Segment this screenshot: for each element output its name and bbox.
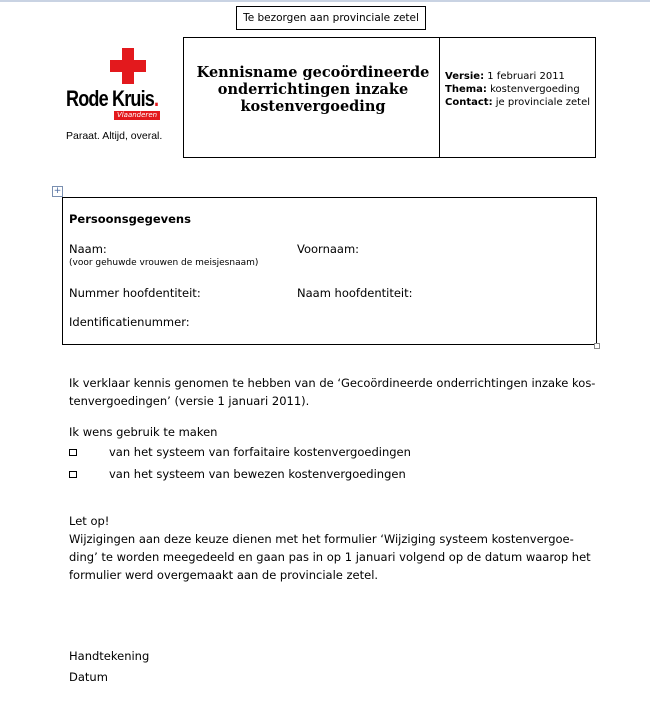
name-field-label[interactable]: Naam:: [69, 242, 107, 256]
delivery-stamp: Te bezorgen aan provinciale zetel: [236, 6, 426, 30]
red-cross-logo: [64, 44, 174, 144]
table-resize-handle[interactable]: [594, 343, 600, 349]
version-row: Versie: 1 februari 2011: [445, 71, 565, 82]
firstname-field-label[interactable]: Voornaam:: [297, 242, 360, 256]
main-entity-name-label[interactable]: Naam hoofdentiteit:: [297, 286, 413, 300]
header-divider: [439, 38, 440, 157]
logo-brand: Rode Kruis.: [66, 86, 159, 111]
option-bewezen-label: van het systeem van bewezen kostenvergoedingen: [109, 467, 406, 481]
option-forfaitair-label: van het systeem van forfaitaire kostenvergoedingen: [109, 445, 411, 459]
name-field-note: (voor gehuwde vrouwen de meisjesnaam): [69, 258, 259, 268]
notice-paragraph: Wijzigingen aan deze keuze dienen met het formulier ‘Wijziging systeem kostenvergoe- ding’ te worden meegedeeld en gaan pas in op 1 januari volgend op de datum waarop het formulier werd overgemaakt aan de provinciale zetel.: [69, 532, 591, 582]
theme-row: Thema: kostenvergoeding: [445, 84, 580, 95]
document-title: Kennisname gecoördineerde onderrichtingen inzake kostenvergoeding: [196, 64, 430, 115]
personal-data-title: Persoonsgegevens: [69, 212, 191, 226]
main-entity-number-label[interactable]: Nummer hoofdentiteit:: [69, 286, 201, 300]
contact-row: Contact: je provinciale zetel: [445, 97, 591, 108]
document-header: [183, 37, 596, 158]
table-move-handle-icon[interactable]: +: [53, 186, 62, 196]
date-label: Datum: [69, 670, 108, 684]
page-top-border: [0, 0, 650, 2]
logo-region: Vlaanderen: [114, 111, 160, 120]
logo-tagline: Paraat. Altijd, overal.: [66, 130, 163, 142]
wish-paragraph: Ik wens gebruik te maken: [69, 425, 218, 439]
document-meta: [445, 70, 591, 109]
checkbox-icon[interactable]: [69, 471, 77, 478]
declaration-paragraph: Ik verklaar kennis genomen te hebben van de ‘Gecoördineerde onderrichtingen inzake kos- tenvergoedingen’ (versie 1 januari 2011).: [69, 376, 596, 408]
personal-data-section: [62, 197, 597, 345]
checkbox-icon[interactable]: [69, 449, 77, 456]
red-cross-icon: [110, 48, 146, 84]
attention-heading: Let op!: [69, 514, 110, 528]
signature-label: Handtekening: [69, 649, 150, 663]
id-number-label[interactable]: Identificatienummer:: [69, 315, 190, 329]
